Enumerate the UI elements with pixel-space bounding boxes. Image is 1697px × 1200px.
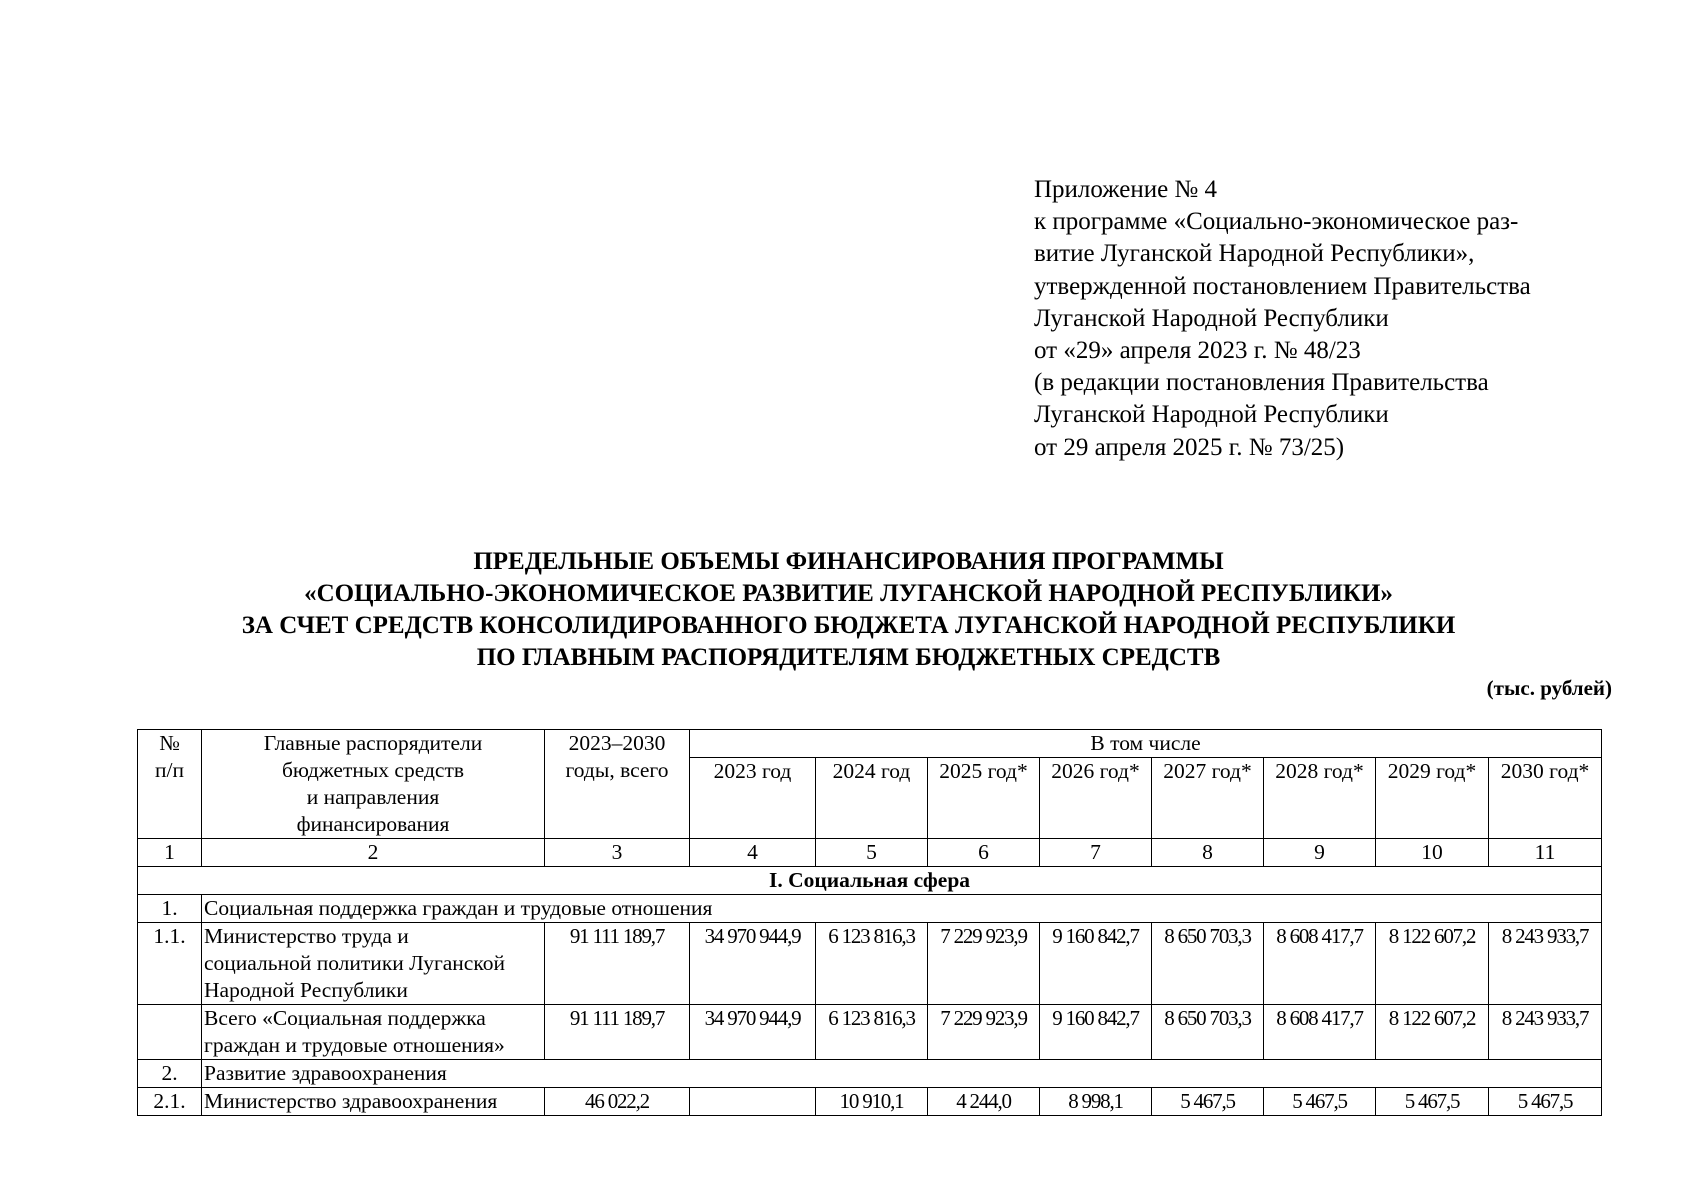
row-num <box>138 1005 202 1060</box>
group-title: Социальная поддержка граждан и трудовые отношения <box>202 895 1602 923</box>
header-including: В том числе <box>690 730 1602 758</box>
value-cell: 46 022,2 <box>545 1088 690 1116</box>
group-row <box>138 895 1602 923</box>
column-number: 4 <box>690 839 816 867</box>
title-line: ЗА СЧЕТ СРЕДСТВ КОНСОЛИДИРОВАННОГО БЮДЖЕТА ЛУГАНСКОЙ НАРОДНОЙ РЕСПУБЛИКИ <box>241 612 1456 639</box>
value-cell: 8 998,1 <box>1040 1088 1152 1116</box>
appendix-line: Луганской Народной Республики <box>1034 304 1389 332</box>
financing-table <box>137 729 1602 1116</box>
value-cell: 10 910,1 <box>816 1088 928 1116</box>
header-year: 2030 год* <box>1489 758 1602 839</box>
column-number: 5 <box>816 839 928 867</box>
column-number: 1 <box>138 839 202 867</box>
appendix-line: (в редакции постановления Правительства <box>1034 369 1489 397</box>
header-year: 2028 год* <box>1264 758 1376 839</box>
header-year: 2026 год* <box>1040 758 1152 839</box>
value-cell: 7 229 923,9 <box>928 1005 1040 1060</box>
value-cell: 6 123 816,3 <box>816 1005 928 1060</box>
value-cell: 5 467,5 <box>1264 1088 1376 1116</box>
row-name: Всего «Социальная поддержка граждан и трудовые отношения» <box>202 1005 545 1060</box>
header-year: 2023 год <box>690 758 816 839</box>
appendix-line: к программе «Социально-экономическое раз- <box>1034 208 1519 236</box>
value-cell: 7 229 923,9 <box>928 923 1040 1005</box>
value-cell: 5 467,5 <box>1152 1088 1264 1116</box>
section-row <box>138 867 1602 895</box>
value-cell: 91 111 189,7 <box>545 923 690 1005</box>
header-year: 2025 год* <box>928 758 1040 839</box>
appendix-line: от 29 апреля 2025 г. № 73/25) <box>1034 433 1345 461</box>
value-cell: 8 243 933,7 <box>1489 1005 1602 1060</box>
column-number: 10 <box>1376 839 1489 867</box>
header-num: № п/п <box>138 730 202 839</box>
appendix-line: Приложение № 4 <box>1034 176 1218 203</box>
value-cell: 8 608 417,7 <box>1264 1005 1376 1060</box>
value-cell: 8 122 607,2 <box>1376 1005 1489 1060</box>
row-num: 2.1. <box>138 1088 202 1116</box>
appendix-line: утвержденной постановлением Правительства <box>1034 272 1531 300</box>
value-cell: 9 160 842,7 <box>1040 923 1152 1005</box>
column-number: 7 <box>1040 839 1152 867</box>
table-row <box>138 1005 1602 1060</box>
table-row <box>138 1088 1602 1116</box>
group-row <box>138 1060 1602 1088</box>
table-row <box>138 923 1602 1005</box>
title-line: ПРЕДЕЛЬНЫЕ ОБЪЕМЫ ФИНАНСИРОВАНИЯ ПРОГРАММЫ <box>473 548 1224 575</box>
value-cell: 8 650 703,3 <box>1152 1005 1264 1060</box>
group-title: Развитие здравоохранения <box>202 1060 1602 1088</box>
header-year: 2024 год <box>816 758 928 839</box>
column-number: 6 <box>928 839 1040 867</box>
group-num: 2. <box>138 1060 202 1088</box>
value-cell: 8 608 417,7 <box>1264 923 1376 1005</box>
column-number: 3 <box>545 839 690 867</box>
header-year: 2027 год* <box>1152 758 1264 839</box>
value-cell: 34 970 944,9 <box>690 923 816 1005</box>
header-year: 2029 год* <box>1376 758 1489 839</box>
column-number: 9 <box>1264 839 1376 867</box>
document-title <box>0 546 1697 674</box>
appendix-note <box>1034 174 1531 464</box>
value-cell: 5 467,5 <box>1489 1088 1602 1116</box>
units-label: (тыс. рублей) <box>1486 676 1612 700</box>
header-total: 2023–2030 годы, всего <box>545 730 690 839</box>
value-cell: 6 123 816,3 <box>816 923 928 1005</box>
value-cell: 91 111 189,7 <box>545 1005 690 1060</box>
value-cell: 5 467,5 <box>1376 1088 1489 1116</box>
group-num: 1. <box>138 895 202 923</box>
row-num: 1.1. <box>138 923 202 1005</box>
value-cell: 9 160 842,7 <box>1040 1005 1152 1060</box>
appendix-line: Луганской Народной Республики <box>1034 401 1389 429</box>
title-line: «СОЦИАЛЬНО-ЭКОНОМИЧЕСКОЕ РАЗВИТИЕ ЛУГАНСКОЙ НАРОДНОЙ РЕСПУБЛИКИ» <box>304 580 1393 607</box>
header-name: Главные распорядители бюджетных средств и направления финансирования <box>202 730 545 839</box>
row-name: Министерство труда и социальной политики Луганской Народной Республики <box>202 923 545 1005</box>
column-number: 8 <box>1152 839 1264 867</box>
value-cell <box>690 1088 816 1116</box>
column-numbers-row <box>138 839 1602 867</box>
value-cell: 8 122 607,2 <box>1376 923 1489 1005</box>
appendix-line: от «29» апреля 2023 г. № 48/23 <box>1034 337 1361 365</box>
column-number: 2 <box>202 839 545 867</box>
value-cell: 8 650 703,3 <box>1152 923 1264 1005</box>
value-cell: 8 243 933,7 <box>1489 923 1602 1005</box>
column-number: 11 <box>1489 839 1602 867</box>
header-row <box>138 730 1602 758</box>
appendix-line: витие Луганской Народной Республики», <box>1034 240 1475 268</box>
row-name: Министерство здравоохранения <box>202 1088 545 1116</box>
section-title: I. Социальная сфера <box>138 867 1602 895</box>
value-cell: 34 970 944,9 <box>690 1005 816 1060</box>
value-cell: 4 244,0 <box>928 1088 1040 1116</box>
title-line: ПО ГЛАВНЫМ РАСПОРЯДИТЕЛЯМ БЮДЖЕТНЫХ СРЕДСТВ <box>476 644 1221 671</box>
